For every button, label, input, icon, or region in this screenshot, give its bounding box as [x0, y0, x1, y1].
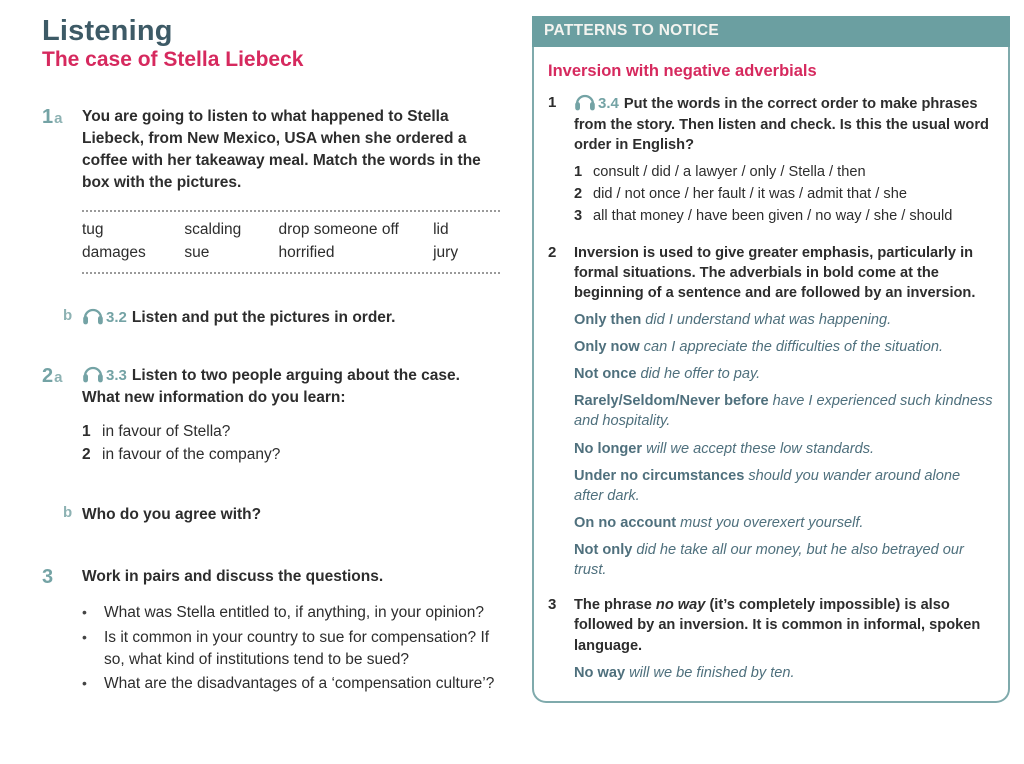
example-sentence: Not only did he take all our money, but he also betrayed our trust.: [574, 542, 964, 579]
exercise-3: [42, 566, 500, 698]
list-item: 1 consult / did / a lawyer / only / Stella / then: [574, 163, 866, 180]
bullet-icon: •: [82, 604, 87, 621]
exercise-3-instruction: Work in pairs and discuss the questions.: [82, 568, 384, 586]
example-sentence: No longer will we accept these low standards.: [574, 440, 875, 457]
list-item: 3 all that money / have been given / no way / she / should: [574, 207, 953, 224]
patterns-item-2: [548, 243, 993, 581]
track-number: 3.4: [598, 95, 619, 112]
word-item: horrified: [278, 244, 335, 262]
bullet-icon: •: [82, 629, 87, 646]
exercise-1a-number: [42, 106, 82, 194]
example-sentence: On no account must you overexert yourself.: [574, 514, 864, 531]
exercise-1b-number: [42, 307, 82, 329]
patterns-box: [532, 16, 1010, 703]
headphones-icon: [574, 93, 596, 111]
example-sentence: Rarely/Seldom/Never before have I experienced such kindness and hospitality.: [574, 393, 993, 430]
exercise-3-body: [82, 566, 500, 698]
exercise-letter: a: [54, 369, 63, 387]
audio-track: [82, 309, 127, 326]
exercise-1b: [42, 307, 500, 329]
exercise-2b-instruction: Who do you agree with?: [82, 506, 262, 524]
reorder-phrases: [574, 162, 993, 228]
bullet-icon: •: [82, 675, 87, 692]
patterns-item-2-body: Inversion is used to give greater emphasis, particularly in formal situations. The adverbials in bold come at the beginning of a sentence and are followed by an inversion. Only then did I understand what was happening. Only now can I appreciate the difficulties of the situation. Not once did he offer to pay. Rarely/Seldom/Never before have I experienced such kindness and hospitality. No longer will we accept these low standards. Under no circumstances should you wander around alone after dark. On no account must you overexert yourself. Not only did he take all our money, but he also betrayed our trust.: [574, 243, 993, 581]
example-sentence: Only then did I understand what was happening.: [574, 311, 892, 328]
item-number: 1: [548, 94, 557, 111]
word-item: damages: [82, 244, 146, 262]
word-item: jury: [433, 244, 459, 262]
example-sentence: Not once did he offer to pay.: [574, 366, 761, 383]
word-box-grid: [82, 221, 500, 262]
example-sentence: No way will we be finished by ten.: [574, 664, 795, 681]
list-item: 2 in favour of the company?: [82, 445, 281, 463]
discussion-questions: [82, 602, 500, 695]
list-item: • What are the disadvantages of a ‘compensation culture’?: [82, 673, 500, 695]
exercise-2a-instruction: 3.3 Listen to two people arguing about the case. What new information do you learn:: [82, 367, 460, 407]
item-number: 3: [548, 596, 557, 614]
exercise-2a-options: [82, 421, 500, 466]
exercise-letter: b: [63, 307, 73, 325]
patterns-item-1: [548, 93, 993, 228]
section-title: Listening: [42, 15, 173, 47]
exercise-2a-body: [82, 365, 500, 466]
track-number: 3.2: [106, 309, 127, 327]
patterns-item-3: [548, 595, 993, 683]
word-item: drop someone off: [278, 221, 399, 239]
example-sentence: Only now can I appreciate the difficulties of the situation.: [574, 339, 944, 356]
exercise-2a: [42, 365, 500, 466]
exercise-letter: a: [54, 110, 63, 128]
phrase-no-way: no way: [655, 597, 706, 614]
exercise-1a: [42, 106, 500, 194]
exercise-letter: b: [63, 504, 73, 522]
exercise-2b: [42, 504, 500, 526]
word-box: [82, 210, 500, 274]
word-item: scalding: [184, 221, 242, 239]
track-number: 3.3: [106, 367, 127, 385]
exercise-1a-instruction: You are going to listen to what happened to Stella Liebeck, from New Mexico, USA when she ordered a coffee with her takeaway meal. Match the words in the box with the pictures.: [82, 108, 481, 192]
headphones-icon: [82, 307, 104, 325]
audio-track: [82, 367, 127, 384]
patterns-header: PATTERNS TO NOTICE: [532, 16, 1010, 47]
list-item: 2 did / not once / her fault / it was / admit that / she: [574, 185, 907, 202]
exercise-1b-instruction: 3.2 Listen and put the pictures in order.: [82, 307, 500, 329]
exercise-number: 2: [42, 365, 54, 388]
word-item: tug: [82, 221, 104, 239]
patterns-item-3-body: The phrase no way (it’s completely impossible) is also followed by an inversion. It is common in informal, spoken language. No way will we be finished by ten.: [574, 595, 993, 683]
patterns-subtitle: Inversion with negative adverbials: [548, 62, 817, 80]
listening-section: [42, 16, 500, 754]
list-item: • Is it common in your country to sue for compensation? If so, what kind of institutions tend to be sued?: [82, 627, 500, 670]
patterns-panel: [532, 16, 1010, 754]
exercise-2b-number: [42, 504, 82, 526]
exercise-3-number: [42, 566, 82, 698]
list-item: • What was Stella entitled to, if anything, in your opinion?: [82, 602, 500, 624]
exercise-number: 3: [42, 566, 54, 589]
word-item: lid: [433, 221, 449, 239]
headphones-icon: [82, 365, 104, 383]
item-number: 2: [548, 243, 557, 261]
example-sentence: Under no circumstances should you wander around alone after dark.: [574, 467, 961, 504]
exercise-2a-number: [42, 365, 82, 466]
audio-track: [574, 96, 619, 112]
lesson-title: The case of Stella Liebeck: [42, 48, 304, 72]
word-item: sue: [184, 244, 210, 262]
exercise-number: 1: [42, 106, 54, 129]
list-item: 1 in favour of Stella?: [82, 423, 231, 441]
patterns-item-1-body: 3.4 Put the words in the correct order to make phrases from the story. Then listen and check. Is this the usual word order in English? 1 consult / did / a lawyer / only / Stella / then 2 did / not once / her fault / it was / admit that / she 3 all that money / have been given / no way / she / should: [574, 93, 993, 228]
patterns-body: [532, 47, 1010, 703]
